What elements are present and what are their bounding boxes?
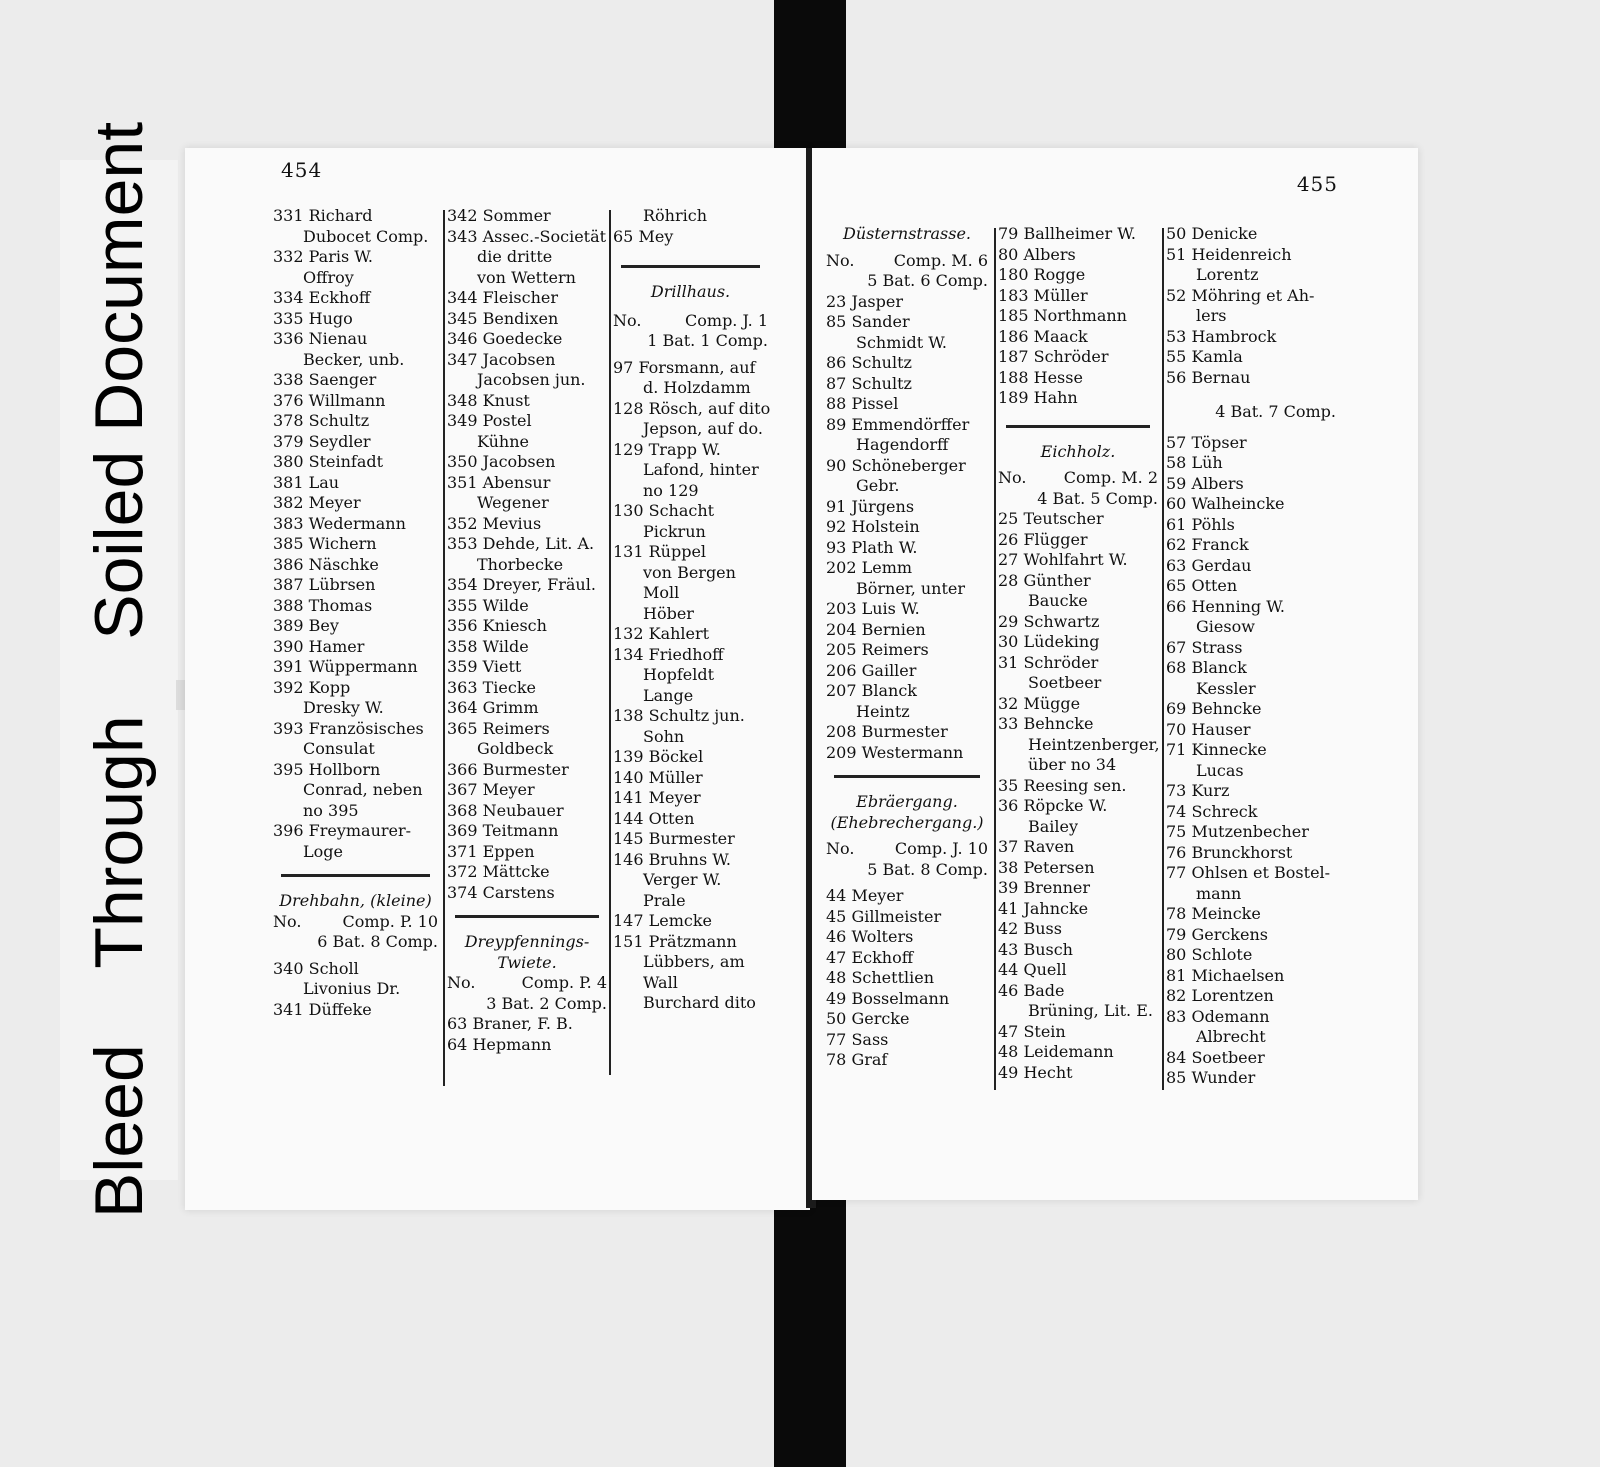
list-item: 50 Denicke — [1166, 224, 1258, 243]
list-item: 50 Gercke — [826, 1009, 910, 1028]
list-item: 33 Behncke — [998, 714, 1094, 733]
list-item: 85 Wunder — [1166, 1068, 1256, 1087]
list-item: Prale — [643, 890, 686, 910]
list-item: 63 Braner, F. B. — [447, 1014, 573, 1033]
list-item: 52 Möhring et Ah- — [1166, 285, 1315, 305]
header-comp: Comp. J. 10 — [894, 839, 988, 858]
list-item: 353 Dehde, Lit. A. — [447, 534, 595, 553]
list-item: Soetbeer — [1028, 673, 1102, 692]
list-item: 350 Jacobsen — [447, 452, 556, 471]
list-item: 48 Leidemann — [998, 1042, 1114, 1061]
list-item: Lange — [643, 685, 694, 705]
list-item: 391 Wüppermann — [273, 657, 418, 676]
list-item: 85 Sander — [826, 312, 910, 331]
list-item: 183 Müller — [998, 285, 1088, 305]
list-item: 48 Schettlien — [826, 968, 935, 987]
header-bat: 5 Bat. 6 Comp. — [867, 271, 988, 290]
section-header — [826, 251, 988, 272]
list-item: 43 Busch — [998, 939, 1073, 959]
list-item: 371 Eppen — [447, 841, 535, 861]
list-item: 185 Northmann — [998, 306, 1127, 325]
list-item: no 395 — [303, 800, 359, 820]
list-item: Thorbecke — [477, 554, 564, 574]
list-item: 387 Lübrsen — [273, 575, 376, 594]
section-header — [613, 311, 768, 332]
list-item: 23 Jasper — [826, 291, 903, 311]
binding-strap-top — [774, 0, 846, 148]
list-item: 80 Schlote — [1166, 945, 1253, 964]
list-item: 382 Meyer — [273, 493, 361, 512]
list-item: Burchard dito — [643, 993, 756, 1012]
list-item: 53 Hambrock — [1166, 326, 1277, 346]
list-item: 79 Gerckens — [1166, 924, 1268, 944]
list-item: 388 Thomas — [273, 595, 373, 615]
page-number: 454 — [281, 158, 323, 182]
list-item: 206 Gailler — [826, 660, 917, 680]
list-item: 81 Michaelsen — [1166, 965, 1285, 985]
list-item: Becker, unb. — [303, 349, 405, 369]
list-item: 64 Hepmann — [447, 1034, 552, 1054]
list-item: Lafond, hinter — [643, 460, 759, 479]
list-item: 129 Trapp W. — [613, 439, 721, 459]
list-item: 88 Pissel — [826, 394, 899, 413]
header-bat: 5 Bat. 8 Comp. — [867, 859, 988, 879]
list-item: 208 Burmester — [826, 722, 948, 741]
list-item: 77 Sass — [826, 1029, 889, 1049]
list-item: 144 Otten — [613, 808, 695, 828]
section-title-2: Twiete. — [497, 952, 557, 972]
entry-list — [998, 224, 1158, 409]
list-item: 356 Kniesch — [447, 616, 547, 635]
list-item: 26 Flügger — [998, 529, 1088, 549]
list-item: Gebr. — [856, 476, 900, 495]
list-item: 132 Kahlert — [613, 624, 710, 643]
section-header — [273, 912, 438, 933]
entry-list — [826, 886, 988, 1071]
list-item: 57 Töpser — [1166, 432, 1247, 452]
section-divider — [455, 915, 599, 918]
header-bat: 4 Bat. 5 Comp. — [1037, 488, 1158, 508]
list-item: 128 Rösch, auf dito — [613, 398, 771, 418]
list-item: 32 Mügge — [998, 693, 1081, 713]
header-comp: Comp. M. 2 — [1063, 468, 1158, 487]
list-item: 55 Kamla — [1166, 347, 1243, 366]
list-item: 66 Henning W. — [1166, 596, 1285, 616]
list-item: 92 Holstein — [826, 517, 920, 536]
section-header — [998, 468, 1158, 489]
section-divider — [621, 265, 760, 268]
list-item: 336 Nienau — [273, 329, 368, 348]
right-page — [812, 148, 1418, 1200]
section-title: Dreypfennings- — [464, 932, 590, 951]
column-rule — [1162, 228, 1164, 1090]
list-item: Kessler — [1196, 678, 1256, 698]
column-rule — [609, 210, 611, 1075]
list-item: 35 Reesing sen. — [998, 775, 1127, 795]
list-item: 56 Bernau — [1166, 367, 1251, 387]
list-item: 71 Kinnecke — [1166, 740, 1267, 759]
list-item: Kühne — [477, 431, 529, 451]
section-header — [447, 973, 607, 994]
header-no: No. — [447, 973, 476, 992]
entry-list — [273, 206, 438, 862]
list-item: 202 Lemm — [826, 558, 913, 577]
list-item: Hopfeldt — [643, 665, 715, 684]
list-item: die dritte — [477, 247, 553, 266]
list-item: 31 Schröder — [998, 652, 1099, 672]
entry-list — [447, 1014, 607, 1055]
list-item: über no 34 — [1028, 755, 1117, 774]
list-item: 74 Schreck — [1166, 801, 1258, 821]
list-item: 386 Näschke — [273, 554, 379, 574]
list-item: 37 Raven — [998, 837, 1075, 856]
header-no: No. — [998, 468, 1027, 487]
list-item: 209 Westermann — [826, 742, 964, 762]
entry-list — [447, 206, 607, 903]
list-item: 46 Bade — [998, 980, 1065, 1000]
header-no: No. — [826, 839, 855, 858]
list-item: 342 Sommer — [447, 206, 551, 225]
list-item: 67 Strass — [1166, 637, 1243, 657]
list-item: 68 Blanck — [1166, 658, 1247, 677]
entry-list — [826, 292, 988, 764]
list-item: Hagendorff — [856, 435, 949, 454]
list-item: 134 Friedhoff — [613, 644, 724, 664]
list-item: d. Holzdamm — [643, 378, 751, 397]
left-page — [185, 148, 810, 1210]
list-item: Lübbers, am — [643, 952, 745, 971]
list-item: 335 Hugo — [273, 308, 353, 328]
list-item: Schmidt W. — [856, 332, 948, 352]
list-item: 90 Schöneberger — [826, 455, 966, 475]
list-item: 381 Lau — [273, 472, 340, 492]
list-item: 138 Schultz jun. — [613, 706, 745, 725]
list-item: 374 Carstens — [447, 882, 555, 902]
section-header — [826, 839, 988, 860]
list-item: 187 Schröder — [998, 347, 1109, 366]
list-item: Heintzenberger, — [1028, 734, 1160, 754]
list-item: Wall — [643, 972, 678, 992]
list-item: lers — [1196, 306, 1227, 325]
list-item: 351 Abensur — [447, 472, 551, 492]
header-no: No. — [273, 911, 302, 931]
list-item: 46 Wolters — [826, 927, 914, 946]
column-2 — [998, 224, 1158, 1083]
section-divider — [1006, 425, 1150, 428]
list-item: 47 Eckhoff — [826, 947, 914, 967]
side-label-line2: Through — [81, 715, 157, 969]
list-item: 146 Bruhns W. — [613, 849, 731, 869]
list-item: 354 Dreyer, Fräul. — [447, 575, 596, 594]
list-item: 338 Saenger — [273, 370, 377, 389]
list-item: 130 Schacht — [613, 501, 715, 520]
list-item: Sohn — [643, 726, 685, 746]
section-title: Drehbahn, (kleine) — [279, 891, 432, 910]
list-item: Brüning, Lit. E. — [1028, 1001, 1153, 1020]
list-item: 358 Wilde — [447, 636, 529, 656]
list-item: 188 Hesse — [998, 367, 1083, 387]
list-item: 58 Lüh — [1166, 453, 1223, 472]
entry-list — [613, 206, 768, 247]
list-item: no 129 — [643, 480, 699, 500]
list-item: Conrad, neben — [303, 780, 423, 799]
list-item: 70 Hauser — [1166, 719, 1251, 739]
list-item: 393 Französisches — [273, 718, 424, 738]
list-item: 89 Emmendörffer — [826, 414, 970, 434]
list-item: 42 Buss — [998, 919, 1062, 938]
list-item: 29 Schwartz — [998, 611, 1100, 631]
list-item: 332 Paris W. — [273, 247, 374, 266]
list-item: 39 Brenner — [998, 878, 1091, 897]
list-item: von Bergen — [643, 562, 736, 582]
section-title: Ebräergang. — [856, 792, 958, 811]
header-bat: 3 Bat. 2 Comp. — [486, 993, 607, 1013]
page-number: 455 — [1296, 172, 1338, 196]
list-item: 83 Odemann — [1166, 1006, 1270, 1026]
list-item: 364 Grimm — [447, 698, 539, 717]
entry-list — [998, 509, 1158, 1083]
list-item: 69 Behncke — [1166, 699, 1262, 718]
list-item: 395 Hollborn — [273, 759, 381, 779]
list-item: 45 Gillmeister — [826, 906, 942, 926]
list-item: 189 Hahn — [998, 388, 1078, 407]
list-item: 79 Ballheimer W. — [998, 224, 1136, 243]
list-item: 65 Mey — [613, 226, 674, 246]
column-rule — [994, 228, 996, 1090]
column-3 — [613, 206, 771, 1014]
list-item: 44 Quell — [998, 960, 1067, 979]
list-item: 49 Hecht — [998, 1062, 1073, 1082]
list-item: 28 Günther — [998, 570, 1091, 590]
list-item: 383 Wedermann — [273, 513, 406, 533]
list-item: 147 Lemcke — [613, 911, 713, 930]
list-item: 348 Knust — [447, 390, 530, 410]
list-item: 341 Düffeke — [273, 999, 372, 1019]
section-title-2: (Ehebrechergang.) — [830, 812, 984, 832]
list-item: 80 Albers — [998, 244, 1076, 264]
list-item: Baucke — [1028, 591, 1088, 610]
list-item: Consulat — [303, 739, 375, 758]
list-item: 204 Bernien — [826, 619, 926, 639]
list-item: Offroy — [303, 267, 354, 287]
list-item: 385 Wichern — [273, 534, 377, 553]
section-divider — [281, 874, 430, 877]
list-item: mann — [1196, 883, 1242, 903]
list-item: Bailey — [1028, 816, 1079, 836]
side-label-text — [80, 122, 158, 1218]
list-item: 369 Teitmann — [447, 821, 559, 840]
binding-strap-bottom — [774, 1200, 846, 1467]
list-item: 372 Mättcke — [447, 862, 550, 881]
list-item: Loge — [303, 841, 343, 861]
list-item: 331 Richard — [273, 206, 373, 225]
entry-list — [1166, 224, 1336, 388]
section-title: Eichholz. — [1040, 441, 1116, 461]
header-bat: 1 Bat. 1 Comp. — [647, 331, 768, 350]
list-item: 141 Meyer — [613, 788, 701, 807]
list-item: 359 Viett — [447, 657, 522, 676]
list-item: Jepson, auf do. — [643, 419, 763, 438]
list-item: 151 Prätzmann — [613, 931, 737, 951]
list-item: 30 Lüdeking — [998, 632, 1100, 651]
list-item: 91 Jürgens — [826, 496, 915, 516]
list-item: 131 Rüppel — [613, 542, 707, 561]
list-item: 75 Mutzenbecher — [1166, 822, 1309, 841]
list-item: 346 Goedecke — [447, 329, 563, 348]
header-comp: Comp. J. 1 — [685, 310, 768, 330]
list-item: Moll — [643, 583, 680, 602]
list-item: 47 Stein — [998, 1021, 1066, 1041]
list-item: 41 Jahncke — [998, 898, 1089, 918]
list-item: 380 Steinfadt — [273, 452, 384, 471]
list-item: Höber — [643, 603, 694, 623]
list-item: Albrecht — [1196, 1027, 1266, 1046]
header-no: No. — [826, 250, 855, 270]
list-item: 59 Albers — [1166, 473, 1244, 493]
list-item: 44 Meyer — [826, 886, 904, 905]
side-label-strip — [60, 121, 178, 1219]
list-item: 25 Teutscher — [998, 509, 1104, 528]
list-item: 379 Seydler — [273, 431, 371, 451]
list-item: 78 Meincke — [1166, 904, 1261, 923]
sub-heading: 4 Bat. 7 Comp. — [1215, 402, 1336, 421]
section-divider — [834, 775, 980, 778]
list-item: 76 Brunckhorst — [1166, 842, 1293, 862]
list-item: 145 Burmester — [613, 829, 735, 848]
list-item: 73 Kurz — [1166, 781, 1230, 800]
list-item: 62 Franck — [1166, 535, 1249, 554]
list-item: Dresky W. — [303, 698, 384, 717]
list-item: 366 Burmester — [447, 759, 569, 779]
side-label-line3: Soiled Document — [81, 121, 157, 640]
list-item: 365 Reimers — [447, 718, 550, 738]
list-item: Giesow — [1196, 617, 1255, 636]
list-item: 378 Schultz — [273, 411, 370, 430]
list-item: 82 Lorentzen — [1166, 986, 1274, 1005]
list-item: 389 Bey — [273, 616, 339, 635]
entry-list — [273, 959, 438, 1021]
list-item: 390 Hamer — [273, 636, 365, 656]
list-item: Goldbeck — [477, 739, 554, 758]
list-item: 205 Reimers — [826, 640, 929, 659]
list-item: 60 Walheincke — [1166, 494, 1285, 513]
header-bat: 6 Bat. 8 Comp. — [317, 932, 438, 951]
list-item: 334 Eckhoff — [273, 288, 371, 307]
header-comp: Comp. P. 4 — [521, 973, 607, 992]
column-1 — [273, 206, 438, 1020]
list-item: 87 Schultz — [826, 373, 912, 393]
list-item: 61 Pöhls — [1166, 514, 1235, 534]
list-item: Pickrun — [643, 521, 706, 541]
list-item: 203 Luis W. — [826, 599, 920, 618]
list-item: 36 Röpcke W. — [998, 796, 1108, 815]
list-item: 86 Schultz — [826, 353, 912, 372]
list-item: Börner, unter — [856, 578, 966, 598]
header-no: No. — [613, 310, 642, 330]
section-title: Düsternstrasse. — [843, 224, 971, 243]
list-item: Dubocet Comp. — [303, 226, 429, 246]
list-item: 345 Bendixen — [447, 308, 559, 328]
list-item: 93 Plath W. — [826, 537, 918, 557]
list-item: 180 Rogge — [998, 265, 1086, 284]
list-item: Verger W. — [643, 870, 722, 889]
list-item: 343 Assec.-Societät — [447, 226, 607, 246]
header-comp: Comp. P. 10 — [342, 911, 438, 931]
list-item: Heintz — [856, 701, 910, 721]
list-item: 344 Fleischer — [447, 288, 559, 307]
list-item: 38 Petersen — [998, 857, 1095, 877]
list-item: 78 Graf — [826, 1050, 888, 1069]
entry-list — [613, 357, 771, 1014]
list-item: 352 Mevius — [447, 513, 542, 533]
entry-list — [1166, 433, 1336, 1089]
header-comp: Comp. M. 6 — [893, 250, 988, 270]
list-item: 139 Böckel — [613, 747, 704, 766]
list-item: 340 Scholl — [273, 958, 359, 978]
side-label-line1: Bleed — [81, 1044, 157, 1219]
list-item: Lorentz — [1196, 265, 1259, 284]
list-item: 63 Gerdau — [1166, 555, 1252, 575]
list-item: 392 Kopp — [273, 677, 351, 697]
list-item: Lucas — [1196, 760, 1244, 780]
list-item: Livonius Dr. — [303, 979, 401, 998]
list-item: 376 Willmann — [273, 390, 386, 410]
list-item: 140 Müller — [613, 767, 703, 787]
list-item: 97 Forsmann, auf — [613, 357, 756, 377]
list-item: 347 Jacobsen — [447, 349, 556, 369]
list-item: 186 Maack — [998, 326, 1088, 346]
list-item: 27 Wohlfahrt W. — [998, 550, 1128, 569]
column-rule — [443, 210, 445, 1086]
list-item: 77 Ohlsen et Bostel- — [1166, 863, 1331, 882]
list-item: Wegener — [477, 493, 549, 512]
list-item: 349 Postel — [447, 411, 532, 430]
list-item: 49 Bosselmann — [826, 988, 950, 1008]
list-item: 363 Tiecke — [447, 677, 537, 697]
list-item: Röhrich — [643, 206, 708, 225]
list-item: 367 Meyer — [447, 780, 535, 799]
column-2 — [447, 206, 607, 1055]
list-item: von Wettern — [477, 267, 576, 287]
list-item: 84 Soetbeer — [1166, 1047, 1265, 1067]
list-item: 368 Neubauer — [447, 800, 564, 820]
list-item: 51 Heidenreich — [1166, 244, 1292, 264]
list-item: 65 Otten — [1166, 576, 1238, 595]
list-item: 396 Freymaurer- — [273, 821, 412, 840]
list-item: 207 Blanck — [826, 681, 917, 700]
section-title: Drillhaus. — [650, 282, 731, 301]
list-item: 355 Wilde — [447, 595, 529, 615]
column-1 — [826, 224, 988, 1071]
column-3 — [1166, 224, 1336, 1089]
list-item: Jacobsen jun. — [477, 370, 586, 389]
